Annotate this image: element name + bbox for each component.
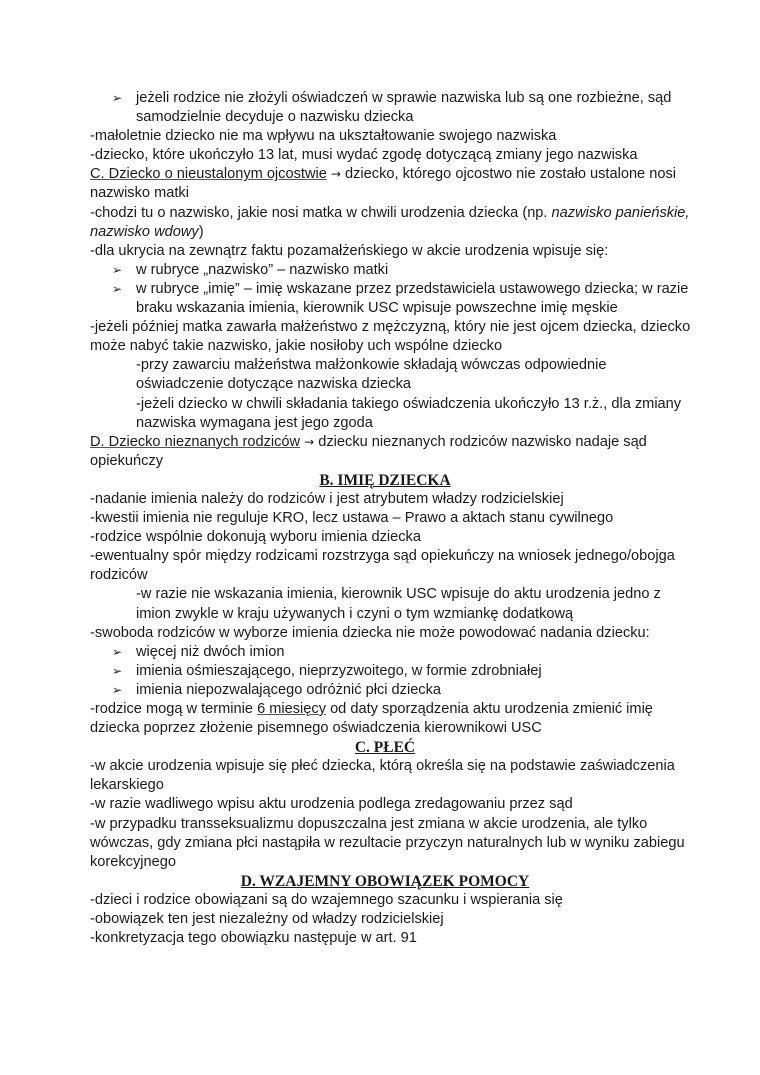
text-fragment: -chodzi tu o nazwisko, jakie nosi matka w chwili urodzenia dziecka (np. — [90, 204, 552, 221]
text-line: -dziecko, które ukończyło 13 lat, musi wydać zgodę dotyczącą zmiany jego nazwiska — [90, 147, 638, 164]
text-fragment: ) — [198, 223, 204, 240]
bullet-arrow-icon: ➢ — [112, 91, 123, 105]
subsection-title: C. Dziecko o nieustalonym ojcostwie — [90, 166, 327, 183]
text-line: -swoboda rodziców w wyborze imienia dziecka nie może powodować nadania dziecku: — [90, 624, 650, 641]
text-line: -kwestii imienia nie reguluje KRO, lecz ustawa – Prawo a aktach stanu cywilnego — [90, 510, 614, 527]
bullet-item — [90, 662, 680, 681]
subsection-line — [90, 433, 680, 452]
bullet-item — [90, 280, 689, 299]
text-line: jeżeli rodzice nie złożyli oświadczeń w sprawie nazwiska lub są one rozbieżne, sąd — [136, 90, 672, 106]
text-line: -w razie wadliwego wpisu aktu urodzenia podlega zredagowaniu przez sąd — [90, 796, 573, 813]
text-line: -konkretyzacja tego obowiązku następuje w art. 91 — [90, 930, 417, 947]
text-line: -dzieci i rodzice obowiązani są do wzajemnego szacunku i wspierania się — [90, 891, 563, 908]
text-line: -ewentualny spór między rodzicami rozstrzyga sąd opiekuńczy na wniosek jednego/obojga — [90, 548, 675, 565]
text-line: -przy zawarciu małżeństwa małżonkowie składają wówczas odpowiednie — [136, 357, 607, 374]
text-line — [90, 223, 680, 242]
text-line: imienia niepozwalającego odróżnić płci dziecka — [136, 681, 442, 698]
section-heading: B. IMIĘ DZIECKA — [319, 471, 451, 489]
bullet-item — [90, 89, 680, 108]
text-line: imienia ośmieszającego, nieprzyzwoitego, w formie zdrobniałej — [136, 662, 542, 679]
text-line: może nabyć takie nazwisko, jakie nosiłoby uch wspólne dziecko — [90, 338, 503, 355]
text-line: nazwisko matki — [90, 185, 189, 202]
bullet-arrow-icon: ➢ — [112, 663, 123, 678]
text-line — [90, 700, 680, 719]
text-line: -rodzice wspólnie dokonują wyboru imienia dziecka — [90, 529, 421, 546]
bullet-arrow-icon: ➢ — [112, 281, 123, 296]
subsection-line — [90, 165, 680, 184]
text-line: -obowiązek ten jest niezależny od władzy rodzicielskiej — [90, 911, 444, 928]
document-body — [90, 89, 691, 948]
bullet-arrow-icon: ➢ — [112, 262, 123, 277]
text-line: samodzielnie decyduje o nazwisku dziecka — [136, 109, 414, 126]
text-line: -w przypadku transseksualizmu dopuszczalna jest zmiana w akcie urodzenia, ale tylko — [90, 815, 648, 832]
text-fragment: dziecku nieznanych rodziców nazwisko nadaje sąd — [314, 433, 647, 450]
text-fragment: dziecko, którego ojcostwo nie zostało ustalone nosi — [340, 166, 677, 183]
text-fragment: od daty sporządzenia aktu urodzenia zmienić imię — [326, 701, 653, 717]
text-line: -jeżeli dziecko w chwili składania takiego oświadczenia ukończyło 13 r.ż., dla zmiany — [136, 395, 682, 412]
text-line: rodziców — [90, 567, 148, 584]
text-line: nazwiska wymagana jest jego zgoda — [136, 414, 373, 431]
section-heading: C. PŁEĆ — [354, 739, 416, 757]
bullet-arrow-icon: ➢ — [112, 644, 123, 659]
text-line: wówczas, gdy zmiana płci nastąpiła w rezultacie przyczyn naturalnych lub w wyniku zabiegu — [90, 834, 685, 851]
text-line: korekcyjnego — [90, 853, 176, 870]
italic-fragment: nazwisko wdowy — [90, 223, 199, 240]
text-fragment: -rodzice mogą w terminie — [90, 701, 258, 717]
text-line: w rubryce „nazwisko” – nazwisko matki — [136, 261, 389, 278]
text-line: dziecka poprzez złożenie pisemnego oświadczenia kierownikowi USC — [90, 720, 542, 737]
text-line: -w akcie urodzenia wpisuje się płeć dziecka, którą określa się na podstawie zaświadczenia — [90, 758, 675, 775]
right-arrow-icon: → — [304, 434, 315, 449]
bullet-arrow-icon: ➢ — [112, 682, 123, 697]
bullet-item — [90, 261, 680, 280]
bullet-item — [90, 643, 680, 662]
text-line: więcej niż dwóch imion — [136, 643, 285, 660]
text-line: -małoletnie dziecko nie ma wpływu na ukształtowanie swojego nazwiska — [90, 128, 557, 145]
text-line: -dla ukrycia na zewnątrz faktu pozamałżeńskiego w akcie urodzenia wpisuje się: — [90, 242, 609, 259]
text-line: -jeżeli później matka zawarła małżeństwo z mężczyzną, który nie jest ojcem dziecka, dziecko — [90, 319, 691, 336]
bullet-item — [90, 681, 680, 700]
text-line: w rubryce „imię” – imię wskazane przez przedstawiciela ustawowego dziecka; w razie — [136, 280, 689, 297]
right-arrow-icon: → — [330, 167, 341, 182]
text-line: imion zwykle w kraju używanych i czyni o tym wzmiankę dodatkową — [136, 605, 574, 622]
text-line: lekarskiego — [90, 777, 164, 794]
text-line: braku wskazania imienia, kierownik USC wpisuje powszechne imię męskie — [136, 300, 618, 317]
text-line: -nadanie imienia należy do rodziców i jest atrybutem władzy rodzicielskiej — [90, 490, 564, 507]
subsection-title: D. Dziecko nieznanych rodziców — [90, 433, 301, 450]
underlined-fragment: 6 miesięcy — [257, 701, 327, 717]
text-line: oświadczenie dotyczące nazwiska dziecka — [136, 376, 411, 393]
text-line: -w razie nie wskazania imienia, kierownik USC wpisuje do aktu urodzenia jedno z — [136, 586, 661, 603]
section-heading: D. WZAJEMNY OBOWIĄZEK POMOCY — [240, 872, 530, 890]
italic-fragment: nazwisko panieńskie, — [551, 204, 690, 221]
text-line — [90, 204, 690, 223]
text-line: opiekuńczy — [90, 452, 164, 469]
